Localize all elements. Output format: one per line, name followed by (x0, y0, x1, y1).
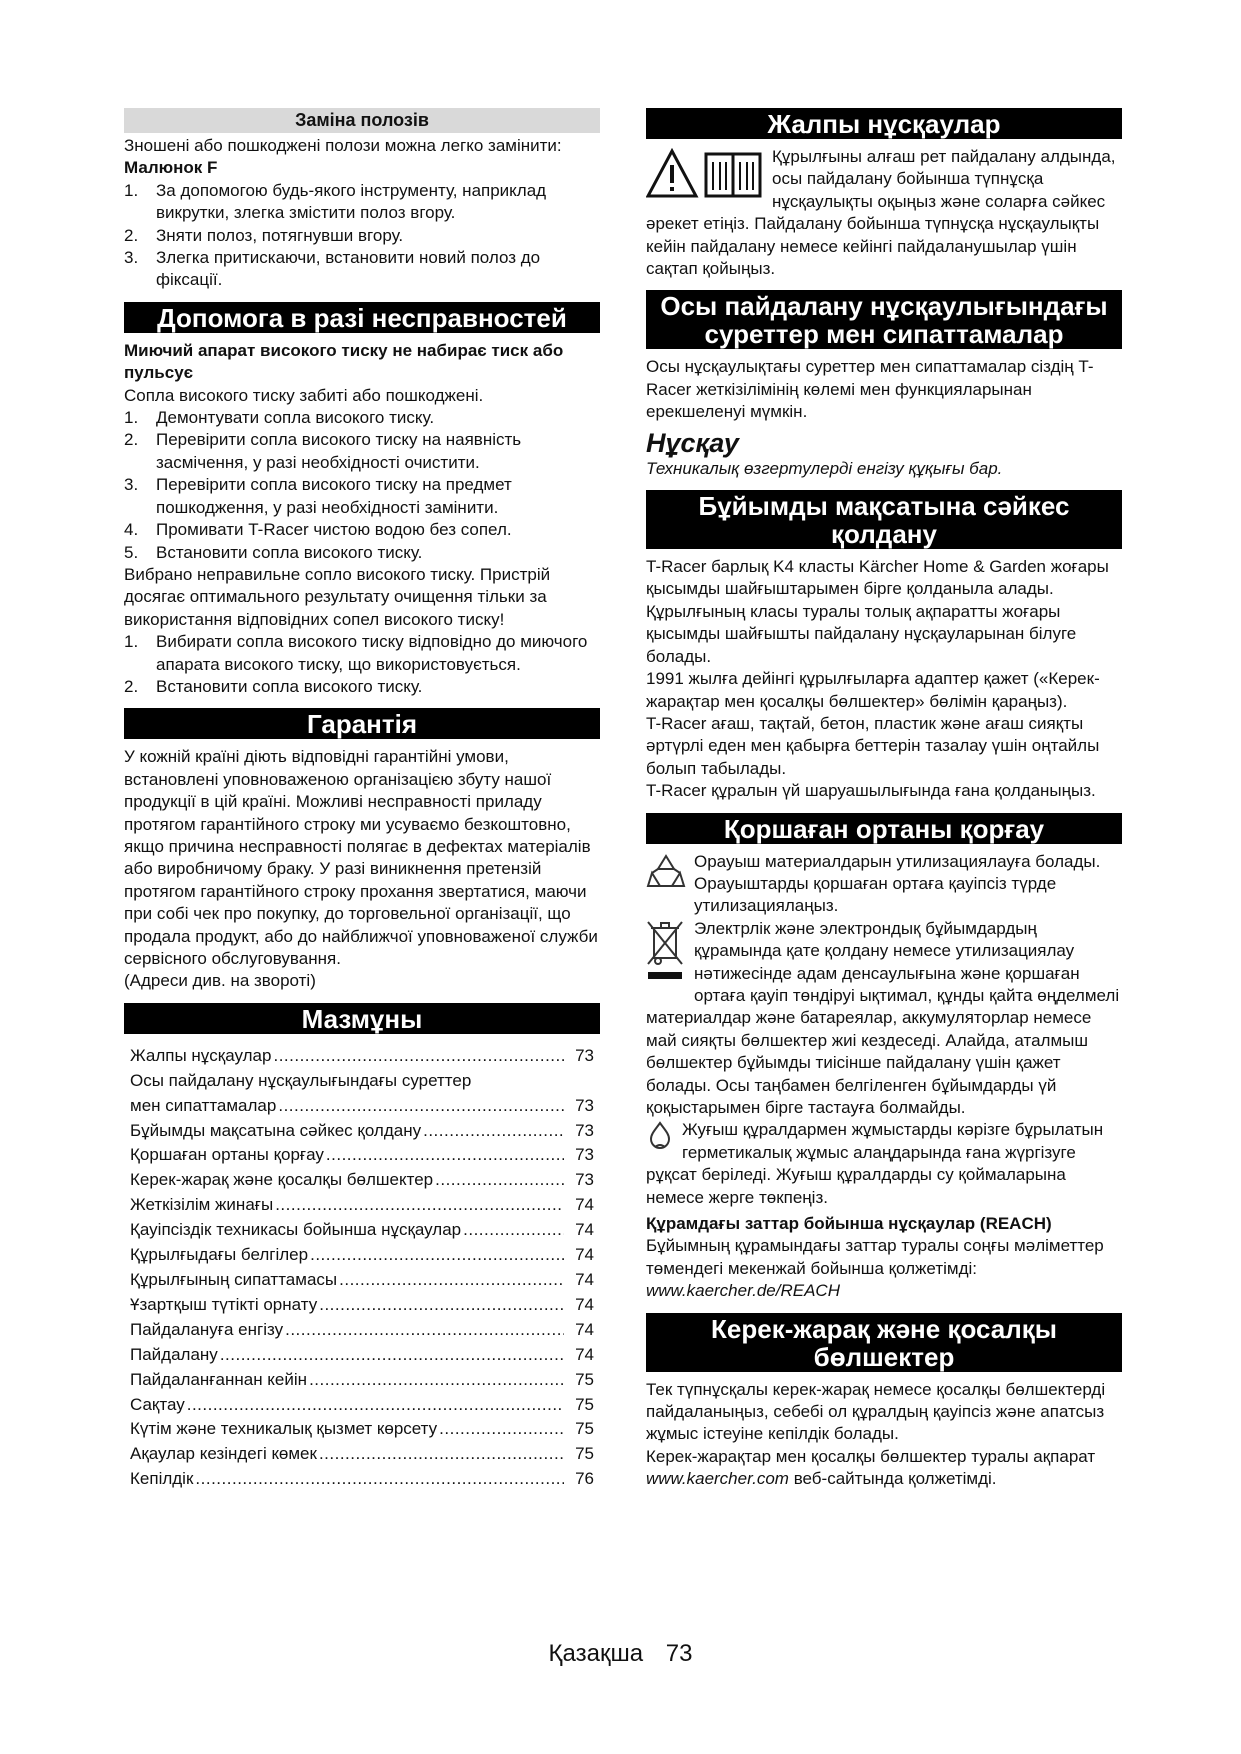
toc-heading: Мазмұны (124, 1003, 600, 1034)
note-heading: Нұсқау (646, 427, 739, 458)
toc-entry[interactable]: Пайдалану ..... 74 (130, 1343, 594, 1368)
help-cause-2: Вибрано неправильне сопло високого тиску. Пристрій досягає оптимального результату очищення тільки за використання відповідних сопел високого тиску! (124, 564, 551, 629)
usage-paragraph: T-Racer ағаш, тақтай, бетон, пластик және ағаш сияқты әртүрлі еден мен қабырға беттерін тазалау үшін оңтайлы болып табылады. (646, 713, 1100, 778)
warranty-heading: Гарантія (124, 708, 600, 739)
toc-entry[interactable]: Қоршаған ортаны қорғау ..... 73 (130, 1143, 594, 1168)
usage-paragraph: Құрылғының класы туралы толық ақпаратты жоғары қысымды шайғышты пайдалану нұсқауларынан білуге болады. (646, 601, 1077, 666)
general-notes-text: Құрылғыны алғаш рет пайдалану алдында, осы пайдалану бойынша түпнұсқа нұсқаулықты оқыңыз және соларға сәйкес әрекет етіңіз. Пайдалану бойынша түпнұсқа нұсқаулықты кейін пайдалану немесе кейінгі пайдаланушылар үшін сақтап қойыңыз. (646, 147, 1116, 279)
accessories-text: Тек түпнұсқалы керек-жарақ немесе қосалқы бөлшектерді пайдаланыңыз, себебі ол құралдың қауіпсіз және апатсыз жұмыс істеуіне кепілдік болады. (646, 1379, 1106, 1444)
reach-text: Бұйымның құрамындағы заттар туралы соңғы мәліметтер төмендегі мекенжай бойынша қолжетімді: www.kaercher.de/REACH (646, 1236, 1104, 1301)
toc-entry[interactable]: Қауіпсіздік техникасы бойынша нұсқаулар ..... 74 (130, 1218, 594, 1243)
warning-manual-icon (646, 148, 764, 205)
replace-intro: Зношені або пошкоджені полози можна легко замінити: (124, 136, 562, 155)
weee-block (646, 918, 1122, 1120)
toc-entry[interactable]: Құрылғының сипаттамасы ..... 74 (130, 1268, 594, 1293)
list-item: 1. Вибирати сопла високого тиску відповідно до миючого апарата високого тиску, що використовується. (124, 632, 588, 674)
figure-label: Малюнок F (124, 158, 218, 178)
toc-entry[interactable]: Бұйымды мақсатына сәйкес қолдану ..... 73 (130, 1119, 594, 1144)
list-item: 2. Встановити сопла високого тиску. (124, 676, 423, 696)
toc-entry[interactable]: Жеткізілім жинағы ..... 74 (130, 1193, 594, 1218)
toc-entry[interactable]: Сақтау ..... 75 (130, 1393, 594, 1418)
toc-entry[interactable]: Ұзартқыш түтікті орнату ..... 74 (130, 1293, 594, 1318)
left-column (124, 108, 600, 1492)
help-section-heading: Допомога в разі несправностей (124, 302, 600, 333)
list-item: 1. За допомогою будь-якого інструменту, наприклад викрутки, злегка змістити полоз вгору. (124, 180, 547, 223)
reach-url[interactable]: www.kaercher.de/REACH (646, 1281, 840, 1301)
intended-use-heading: Бұйымды мақсатына сәйкес қолдану (646, 490, 1122, 549)
environment-heading: Қоршаған ортаны қорғау (646, 813, 1122, 844)
environment-detergent-text: Жуғыш құралдармен жұмыстарды кәрізге бұрылатын герметикалық жұмыс алаңдарында ғана жүргізуге рұқсат беріледі. Жуғыш құралдарды су қоймаларына немесе жерге төкпеңіз. (646, 1120, 1104, 1207)
help-problem: Миючий апарат високого тиску не набирає тиск або пульсує (124, 340, 564, 383)
warranty-text: У кожній країні діють відповідні гарантійні умови, встановлені уповноваженою організацією збуту нашої продукції в цій країні. Можливі несправності приладу протягом гарантійного строку ми усуваємо безкоштовно, якщо причина несправності полягає в дефектах матеріалів або виробничому браку. У разі виникнення претензій протягом гарантійного строку прохання звертатися, маючи при собі чек про покупку, до торговельної організації, що продала продукт, або до найближчої уповноваженої служби сервісного обслуговування. (124, 747, 598, 968)
note-text: Техникалық өзгертулерді енгізу құқығы бар. (646, 458, 1003, 478)
list-item: 4. Промивати T-Racer чистою водою без сопел. (124, 520, 512, 540)
toc-entry-line[interactable]: Осы пайдалану нұсқаулығындағы суреттер (130, 1070, 472, 1090)
help-cause-1: Сопла високого тиску забиті або пошкоджені. (124, 385, 484, 405)
accessories-info: Керек-жарақтар мен қосалқы бөлшектер туралы ақпарат www.kaercher.com веб-сайтында қолжетімді. (646, 1446, 1096, 1489)
toc-entry[interactable]: Кепілдік ..... 76 (130, 1467, 594, 1492)
kaercher-url[interactable]: www.kaercher.com (646, 1469, 789, 1489)
detergent-block (646, 1119, 1122, 1209)
general-notes-heading: Жалпы нұсқаулар (646, 108, 1122, 139)
footer-language: Қазақша (548, 1640, 644, 1667)
list-item: 5. Встановити сопла високого тиску. (124, 542, 423, 562)
usage-paragraph: 1991 жылға дейінгі құрылғыларға адаптер қажет («Керек-жарақтар мен қосалқы бөлшектер» бөлімін қараңыз). (646, 669, 1100, 711)
replace-runners-heading: Заміна полозів (124, 108, 600, 133)
list-item: 1. Демонтувати сопла високого тиску. (124, 408, 435, 428)
reach-heading: Құрамдағы заттар бойынша нұсқаулар (REACH) (646, 1214, 1052, 1234)
toc-entry[interactable]: Керек-жарақ және қосалқы бөлшектер ..... 73 (130, 1168, 594, 1193)
usage-paragraph: T-Racer барлық K4 класты Kärcher Home & Garden жоғары қысымды шайғыштарымен бірге қолданыла алады. (646, 557, 1109, 599)
toc-entry[interactable]: Пайдалануға енгізу ..... 74 (130, 1318, 594, 1343)
environment-weee-text: Электрлік және электрондық бұйымдардың құрамында қате қолдану немесе утилизациялау нәтижесінде адам денсаулығына және қоршаған ортаға қауіп төндіруі ықтимал, құнды қайта өңделмелі материалдар және батареялар, аккумуляторлар немесе май сияқты бөлшектер жиі кездеседі. Алайда, аталмыш бөлшектер бұйымды тиісінше пайдалану үшін қажет болады. Осы таңбамен белгіленген бұйымдарды үй қоқыстарымен бірге тастауға болмайды. (646, 918, 1120, 1117)
general-notes-block (646, 146, 1122, 280)
toc-entry[interactable]: Құрылғыдағы белгілер ..... 74 (130, 1243, 594, 1268)
figures-heading: Осы пайдалану нұсқаулығындағы суреттер мен сипаттамалар (646, 290, 1122, 349)
right-column (646, 108, 1122, 1491)
page-footer (0, 1640, 1241, 1668)
list-item: 2. Зняти полоз, потягнувши вгору. (124, 225, 404, 245)
toc-entry[interactable]: Күтім және техникалық қызмет көрсету ..... 75 (130, 1417, 594, 1442)
help-steps-2 (124, 631, 600, 698)
environment-packaging-text: Орауыш материалдарын утилизациялауға болады. Орауыштарды қоршаған ортаға қауіпсіз түрде утилизациялаңыз. (694, 851, 1101, 916)
usage-paragraph: T-Racer құралын үй шаруашылығында ғана қолданыңыз. (646, 781, 1096, 801)
list-item: 2. Перевірити сопла високого тиску на наявність засмічення, у разі необхідності очистити. (124, 430, 522, 472)
list-item: 3. Злегка притискаючи, встановити новий полоз до фіксації. (124, 248, 541, 290)
toc-entry[interactable]: Жалпы нұсқаулар ..... 73 (130, 1044, 594, 1069)
recycling-icon (646, 853, 686, 896)
list-item: 3. Перевірити сопла високого тиску на предмет пошкодження, у разі необхідності замінити. (124, 475, 512, 517)
warranty-address-note: (Адреси див. на звороті) (124, 971, 316, 991)
figures-text: Осы нұсқаулықтағы суреттер мен сипаттамалар сіздің T-Racer жеткізілімінің көлемі мен функцияларынан ерекшеленуі мүмкін. (646, 357, 1094, 422)
help-steps-1 (124, 407, 600, 564)
replace-steps-list (124, 180, 600, 292)
toc-entry[interactable]: мен сипаттамалар ..... 73 (130, 1094, 594, 1119)
footer-page-number: 73 (665, 1640, 693, 1667)
toc-entry[interactable]: Ақаулар кезіндегі көмек ..... 75 (130, 1442, 594, 1467)
detergent-drop-icon (646, 1121, 674, 1154)
toc-entry[interactable]: Пайдаланғаннан кейін ..... 75 (130, 1368, 594, 1393)
accessories-heading: Керек-жарақ және қосалқы бөлшектер (646, 1313, 1122, 1372)
recycling-block (646, 851, 1122, 918)
crossed-bin-icon (646, 920, 686, 989)
table-of-contents (124, 1044, 600, 1492)
